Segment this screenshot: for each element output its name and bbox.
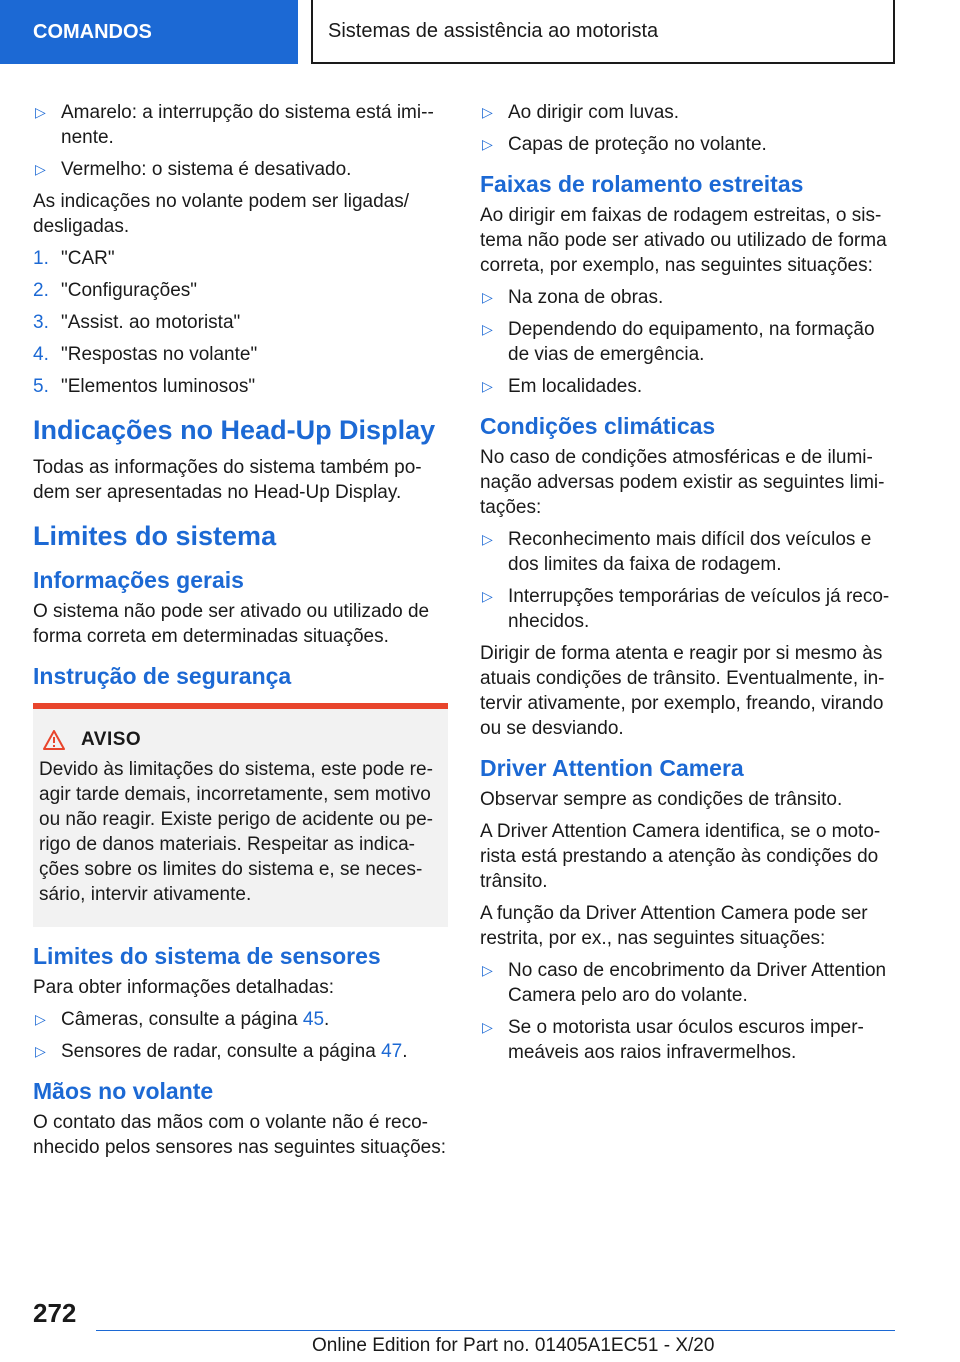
sensor-list: [33, 1007, 448, 1064]
steps-list: [33, 246, 448, 399]
step-item: 4. "Respostas no volante": [33, 344, 258, 365]
triangle-right-icon: ▷: [482, 1019, 493, 1035]
step-item: 1. "CAR": [33, 248, 115, 269]
triangle-right-icon: ▷: [482, 104, 493, 120]
chapter-title: Sistemas de assistência ao motorista: [328, 19, 659, 42]
heading-headup: Indicações no Head-Up Display: [33, 415, 436, 445]
list-item: ▷ Interrupções temporárias de veículos já reco-nhecidos.: [482, 586, 890, 632]
paragraph: No caso de condições atmosféricas e de ilumi-nação adversas podem existir as seguintes limi-tações:: [480, 447, 885, 518]
clima-list: [480, 527, 896, 634]
warning-triangle-icon: [43, 730, 65, 750]
step-number: 4.: [33, 344, 49, 365]
heading-camera: Driver Attention Camera: [480, 755, 744, 781]
paragraph: Ao dirigir em faixas de rodagem estreitas, o sis-tema não pode ser ativado ou utilizado de forma correta, por exemplo, nas seguintes situações:: [480, 205, 887, 276]
heading-info: Informações gerais: [33, 567, 244, 593]
camera-list: [480, 958, 896, 1065]
footer-divider: [96, 1330, 895, 1331]
list-item: ▷ Reconhecimento mais difícil dos veículos e dos limites da faixa de rodagem.: [482, 529, 872, 575]
paragraph: A função da Driver Attention Camera pode ser restrita, por ex., nas seguintes situações:: [480, 903, 868, 949]
paragraph: O sistema não pode ser ativado ou utilizado de forma correta em determinadas situações.: [33, 601, 430, 647]
triangle-right-icon: ▷: [35, 104, 46, 120]
warning-title: AVISO: [81, 729, 142, 750]
section-label: COMANDOS: [33, 20, 152, 43]
triangle-right-icon: ▷: [482, 321, 493, 337]
step-number: 5.: [33, 376, 49, 397]
list-item: ▷ Vermelho: o sistema é desativado.: [35, 159, 352, 180]
heading-seguranca: Instrução de segurança: [33, 663, 292, 689]
list-item: ▷ Sensores de radar, consulte a página 47.: [35, 1041, 408, 1062]
triangle-right-icon: ▷: [482, 531, 493, 547]
list-item: ▷ Se o motorista usar óculos escuros imper-meáveis aos raios infravermelhos.: [482, 1017, 864, 1063]
chapter-header: [311, 0, 895, 64]
step-item: 5. "Elementos luminosos": [33, 376, 256, 397]
heading-limites: Limites do sistema: [33, 521, 277, 551]
step-item: 3. "Assist. ao motorista": [33, 312, 241, 333]
warning-box: [33, 703, 448, 927]
step-number: 1.: [33, 248, 49, 269]
color-status-list: [33, 100, 448, 182]
list-item: ▷ Capas de proteção no volante.: [482, 134, 767, 155]
right-column: [480, 100, 896, 1072]
warning-header: [39, 729, 442, 751]
faixas-list: [480, 285, 896, 399]
triangle-right-icon: ▷: [482, 962, 493, 978]
list-item: ▷ No caso de encobrimento da Driver Attention Camera pelo aro do volante.: [482, 960, 887, 1006]
paragraph: Dirigir de forma atenta e reagir por si mesmo às atuais condições de trânsito. Eventualmente, in-tervir ativamente, por exemplo, freando, virando ou se desviando.: [480, 643, 885, 739]
triangle-right-icon: ▷: [482, 588, 493, 604]
hands-list: [480, 100, 896, 157]
step-number: 3.: [33, 312, 49, 333]
heading-sensores: Limites do sistema de sensores: [33, 943, 381, 969]
paragraph: As indicações no volante podem ser ligadas/ desligadas.: [33, 191, 410, 237]
triangle-right-icon: ▷: [482, 378, 493, 394]
paragraph: Todas as informações do sistema também po-dem ser apresentadas no Head-Up Display.: [33, 457, 422, 503]
warning-text: Devido às limitações do sistema, este pode re-agir tarde demais, incorretamente, sem motivo ou não reagir. Existe perigo de acidente ou pe-rigo de danos materiais. Respeitar as indica-ções sobre os limites do sistema e, se neces-sário, intervir ativamente.: [39, 759, 433, 905]
list-item: ▷ Ao dirigir com luvas.: [482, 102, 680, 123]
left-column: [33, 100, 448, 1167]
step-number: 2.: [33, 280, 49, 301]
heading-clima: Condições climáticas: [480, 413, 716, 439]
page-link[interactable]: 47: [381, 1041, 403, 1062]
list-item: ▷ Na zona de obras.: [482, 287, 664, 308]
triangle-right-icon: ▷: [35, 161, 46, 177]
section-tab: [0, 0, 298, 64]
list-item: ▷ Em localidades.: [482, 376, 643, 397]
triangle-right-icon: ▷: [482, 136, 493, 152]
heading-faixas: Faixas de rolamento estreitas: [480, 171, 804, 197]
heading-maos: Mãos no volante: [33, 1078, 214, 1104]
page-number: 272: [33, 1298, 77, 1328]
list-item: ▷ Dependendo do equipamento, na formação de vias de emergência.: [482, 319, 875, 365]
paragraph: A Driver Attention Camera identifica, se o moto-rista está prestando a atenção às condições do trânsito.: [480, 821, 881, 892]
paragraph: Observar sempre as condições de trânsito.: [480, 789, 843, 810]
list-item: ▷ Câmeras, consulte a página 45.: [35, 1009, 330, 1030]
page-link[interactable]: 45: [302, 1009, 325, 1030]
paragraph: O contato das mãos com o volante não é reco-nhecido pelos sensores nas seguintes situações:: [33, 1112, 446, 1158]
step-item: 2. "Configurações": [33, 280, 198, 301]
triangle-right-icon: ▷: [35, 1011, 46, 1027]
list-item: ▷ Amarelo: a interrupção do sistema está imi-nente.: [35, 102, 434, 148]
triangle-right-icon: ▷: [482, 289, 493, 305]
triangle-right-icon: ▷: [35, 1043, 46, 1059]
footer-edition: Online Edition for Part no. 01405A1EC51 - X/20: [312, 1335, 715, 1356]
paragraph: Para obter informações detalhadas:: [33, 977, 335, 998]
